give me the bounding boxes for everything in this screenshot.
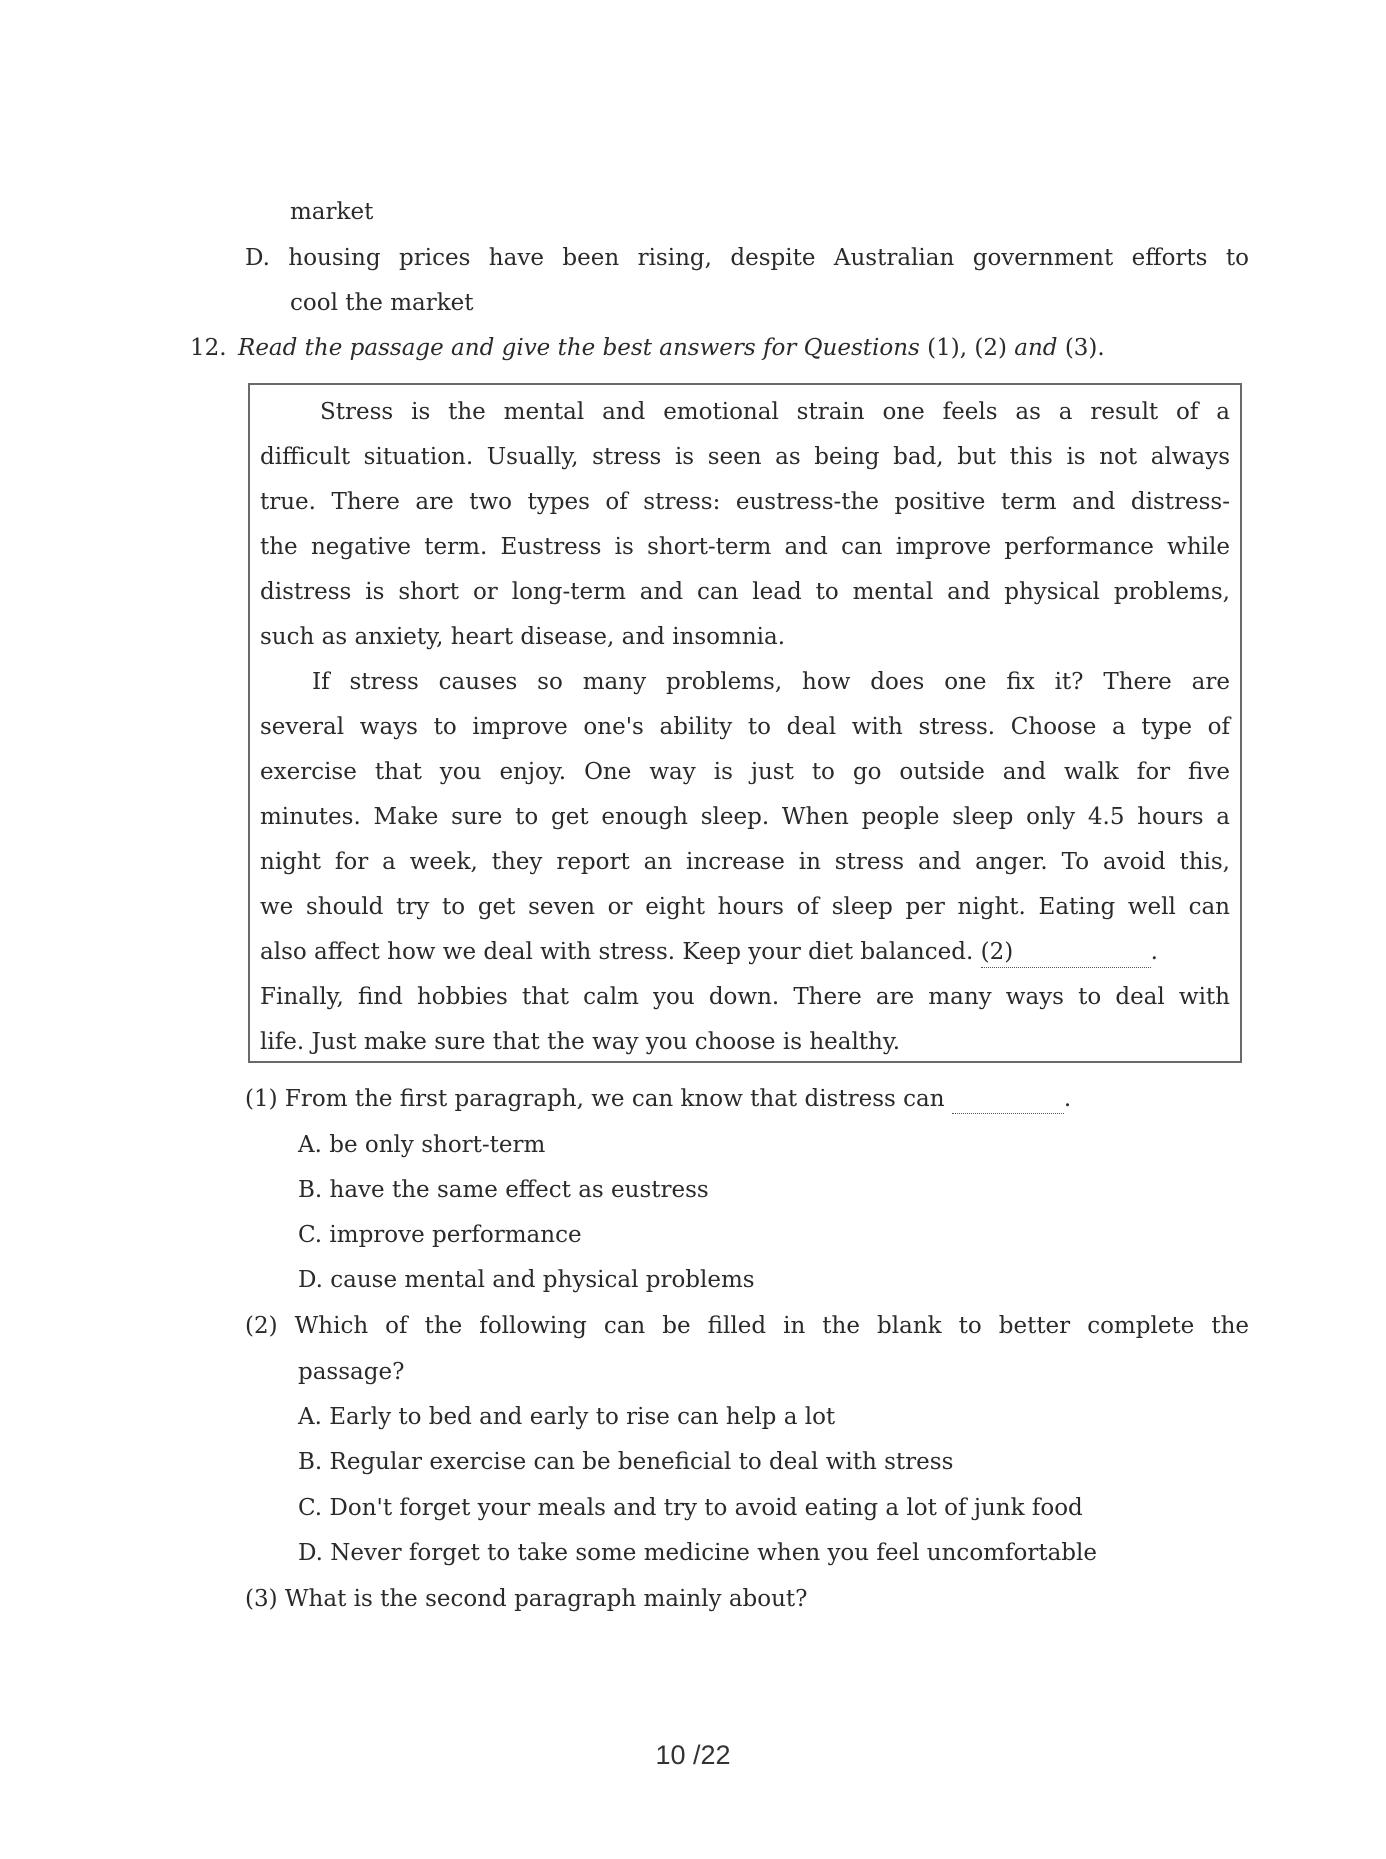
passage-line: If stress causes so many problems, how does one fix it? There are xyxy=(312,669,1230,695)
option-d-label: D. xyxy=(245,245,270,271)
option[interactable]: D. Never forget to take some medicine when you feel uncomfortable xyxy=(298,1540,1097,1566)
option[interactable]: D. cause mental and physical problems xyxy=(298,1267,755,1293)
passage-line: night for a week, they report an increase in stress and anger. To avoid this, xyxy=(260,849,1230,875)
sub-question-stem-continuation: passage? xyxy=(298,1359,405,1385)
passage-line: minutes. Make sure to get enough sleep. When people sleep only 4.5 hours a xyxy=(260,804,1230,830)
passage-line: Stress is the mental and emotional strain one feels as a result of a xyxy=(320,399,1230,425)
answer-blank[interactable] xyxy=(952,1089,1064,1114)
option[interactable]: A. Early to bed and early to rise can help a lot xyxy=(298,1404,836,1430)
passage-line: life. Just make sure that the way you choose is healthy. xyxy=(260,1029,901,1055)
question-number: 12. xyxy=(190,335,227,361)
sub-question-number: (1) xyxy=(245,1086,278,1112)
passage-line: such as anxiety, heart disease, and insomnia. xyxy=(260,624,786,650)
passage-line: the negative term. Eustress is short-term and can improve performance while xyxy=(260,534,1230,560)
instruction-text: Read the passage and give the best answers for Questions xyxy=(238,335,920,361)
blank-end: . xyxy=(1150,939,1158,965)
and-word: and xyxy=(1014,335,1058,361)
option[interactable]: C. Don't forget your meals and try to avoid eating a lot of junk food xyxy=(298,1495,1083,1521)
blank-label: (2) xyxy=(980,939,1014,965)
sub-question-1 xyxy=(245,1084,1071,1114)
option[interactable]: B. Regular exercise can be beneficial to deal with stress xyxy=(298,1449,954,1475)
passage-line: difficult situation. Usually, stress is seen as being bad, but this is not always xyxy=(260,444,1230,470)
page-number: 10 /22 xyxy=(655,1740,731,1770)
passage-line: true. There are two types of stress: eustress-the positive term and distress- xyxy=(260,489,1230,515)
q3-ref: (3). xyxy=(1064,335,1105,361)
passage-box xyxy=(248,383,1242,1063)
sub-question-number: (3) xyxy=(245,1586,278,1612)
question-12-instruction xyxy=(190,333,1105,363)
passage-line: distress is short or long-term and can lead to mental and physical problems, xyxy=(260,579,1230,605)
option[interactable]: A. be only short-term xyxy=(298,1132,546,1158)
sub-question-stem: From the first paragraph, we can know that distress can xyxy=(284,1086,945,1112)
option[interactable]: B. have the same effect as eustress xyxy=(298,1177,709,1203)
sub-question-stem: What is the second paragraph mainly about? xyxy=(284,1586,808,1612)
passage-line: several ways to improve one's ability to deal with stress. Choose a type of xyxy=(260,714,1230,740)
sub-question-stem: Which of the following can be filled in the blank to better complete the xyxy=(294,1313,1250,1339)
q2-ref: (2) xyxy=(974,335,1007,361)
passage-line: we should try to get seven or eight hours of sleep per night. Eating well can xyxy=(260,894,1230,920)
q1-ref: (1), xyxy=(927,335,968,361)
passage-line: exercise that you enjoy. One way is just to go outside and walk for five xyxy=(260,759,1230,785)
option-d[interactable] xyxy=(245,243,1249,273)
passage-line: Finally, find hobbies that calm you down. There are many ways to deal with xyxy=(260,984,1230,1010)
option[interactable]: C. improve performance xyxy=(298,1222,582,1248)
sub-question-3 xyxy=(245,1584,808,1614)
sub-question-number: (2) xyxy=(245,1313,278,1339)
passage-line: also affect how we deal with stress. Keep your diet balanced. xyxy=(260,939,974,965)
option-d-continuation: cool the market xyxy=(290,290,474,316)
blank-2[interactable] xyxy=(981,937,1151,968)
passage-line-with-blank xyxy=(260,937,1230,968)
stem-end: . xyxy=(1063,1086,1072,1112)
option-d-text: housing prices have been rising, despite Australian government efforts to xyxy=(288,245,1249,271)
sub-question-2 xyxy=(245,1311,1249,1341)
option-c-continuation: market xyxy=(290,199,374,225)
